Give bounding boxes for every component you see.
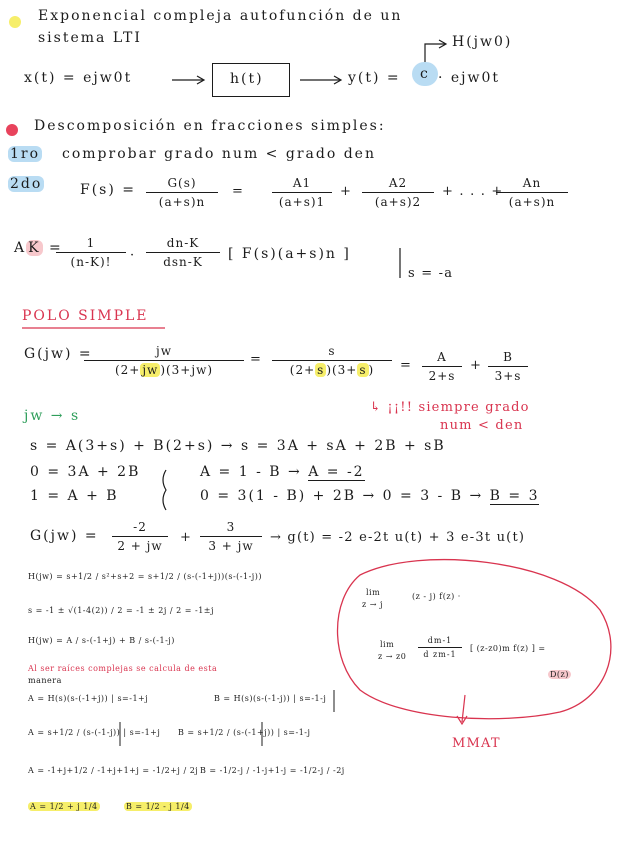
Ak-derivative: dn-K dsn-K <box>146 236 220 269</box>
Ak-bracket: [ F(s)(a+s)n ] <box>228 246 351 262</box>
circle-lim1: lim <box>366 588 381 597</box>
small-l4: Al ser raíces complejas se calcula de esta <box>28 664 218 673</box>
circle-lim1-sub: z → j <box>362 600 383 609</box>
B-fraction: B 3+s <box>488 350 528 383</box>
F-lhs: F(s) = <box>80 182 137 198</box>
section2-title: Descomposición en fracciones simples: <box>34 118 386 134</box>
output-rhs: · ejw0t <box>438 70 501 86</box>
Gres-lhs: G(jw) = <box>30 528 99 544</box>
An-fraction: An (a+s)n <box>496 176 568 209</box>
circle-lim2: lim <box>380 640 395 649</box>
input-signal: x(t) = ejw0t <box>24 70 133 86</box>
plus-2: + <box>470 358 483 373</box>
solution2: 0 = 3(1 - B) + 2B → 0 = 3 - B → B = 3 <box>200 488 540 504</box>
s-fraction: s (2+ s )(3+ s ) <box>272 344 392 377</box>
eq-s: s = A(3+s) + B(2+s) → s = 3A + sA + 2B + sB <box>30 438 446 454</box>
note-line1: ↳ ¡¡!! siempre grado <box>370 400 530 415</box>
small-l8a: A = -1+j+1/2 / -1+j+1+j = -1/2+j / 2j <box>28 766 199 775</box>
dot-mult: · <box>130 248 136 263</box>
Ak-eval: s = -a <box>408 266 454 281</box>
hjw0-label: H(jw0) <box>452 34 513 50</box>
output-c <box>412 66 438 82</box>
Ak-lhs: A K = <box>14 240 63 256</box>
circle-tag: D(z) <box>550 670 569 679</box>
plus-1: + <box>340 184 353 199</box>
F-fraction: G(s) (a+s)n <box>146 176 218 209</box>
answer-a: A = 1/2 + j 1/4 <box>30 802 98 811</box>
A1-fraction: A1 (a+s)1 <box>272 176 332 209</box>
equals-1: = <box>232 184 245 199</box>
bullet-yellow <box>9 16 21 28</box>
note-line2: num < den <box>440 418 524 433</box>
substitution: jw → s <box>24 408 81 424</box>
system-eq2: 1 = A + B <box>30 488 119 504</box>
A-fraction: A 2+s <box>422 350 462 383</box>
polo-simple-title: POLO SIMPLE <box>22 308 149 324</box>
output-lhs: y(t) = <box>348 70 401 86</box>
small-l6b: B = H(s)(s-(-1-j)) | s=-1-j <box>214 694 327 703</box>
section1-title-line1: Exponencial compleja autofunción de un <box>38 8 403 24</box>
small-l5: manera <box>28 676 62 685</box>
step2-label: 2do <box>10 176 43 192</box>
equals-3: = <box>400 358 413 373</box>
A2-fraction: A2 (a+s)2 <box>362 176 434 209</box>
g-t: → g(t) = -2 e-2t u(t) + 3 e-3t u(t) <box>270 530 526 545</box>
system-eq1: 0 = 3A + 2B <box>30 464 141 480</box>
Gres-fraction1: -2 2 + jw <box>112 520 168 553</box>
dots: + . . . + <box>442 184 504 199</box>
small-l1: H(jw) = s+1/2 / s²+s+2 = s+1/2 / (s-(-1+j))(s-(-1-j)) <box>28 572 263 581</box>
bullet-red <box>6 124 18 136</box>
step1-text: comprobar grado num < grado den <box>62 146 376 162</box>
small-l7b: B = s+1/2 / (s-(-1+j)) | s=-1-j <box>178 728 311 737</box>
system-label: h(t) <box>230 71 264 87</box>
plus-3: + <box>180 530 193 545</box>
mmat-label: MMAT <box>452 736 501 751</box>
step1-label: 1ro <box>10 146 41 162</box>
solution1: A = 1 - B → A = -2 <box>200 464 365 480</box>
small-l8b: B = -1/2-j / -1-j+1-j = -1/2-j / -2j <box>200 766 345 775</box>
small-l3: H(jw) = A / s-(-1+j) + B / s-(-1-j) <box>28 636 175 645</box>
small-l2: s = -1 ± √(1-4(2)) / 2 = -1 ± 2j / 2 = -1±j <box>28 606 214 615</box>
equals-2: = <box>250 352 263 367</box>
circle-lim2-sub: z → z0 <box>378 652 407 661</box>
small-l6a: A = H(s)(s-(-1+j)) | s=-1+j <box>28 694 149 703</box>
small-l7a: A = s+1/2 / (s-(-1-j)) | s=-1+j <box>28 728 161 737</box>
section1-title-line2: sistema LTI <box>38 30 142 46</box>
G-fraction: jw (2+ jw )(3+jw) <box>84 344 244 377</box>
circle-derivative: dm-1 d zm-1 <box>418 636 462 659</box>
answer-b: B = 1/2 - j 1/4 <box>126 802 190 811</box>
circle-bracket: [ (z-z0)m f(z) ] = <box>470 644 546 653</box>
Gres-fraction2: 3 3 + jw <box>200 520 262 553</box>
circle-lim1-expr: (z - j) f(z) · <box>412 592 461 601</box>
G-lhs: G(jw) = <box>24 346 93 362</box>
Ak-factorial: 1 (n-K)! <box>56 236 126 269</box>
output-c-highlight: c <box>412 62 438 86</box>
